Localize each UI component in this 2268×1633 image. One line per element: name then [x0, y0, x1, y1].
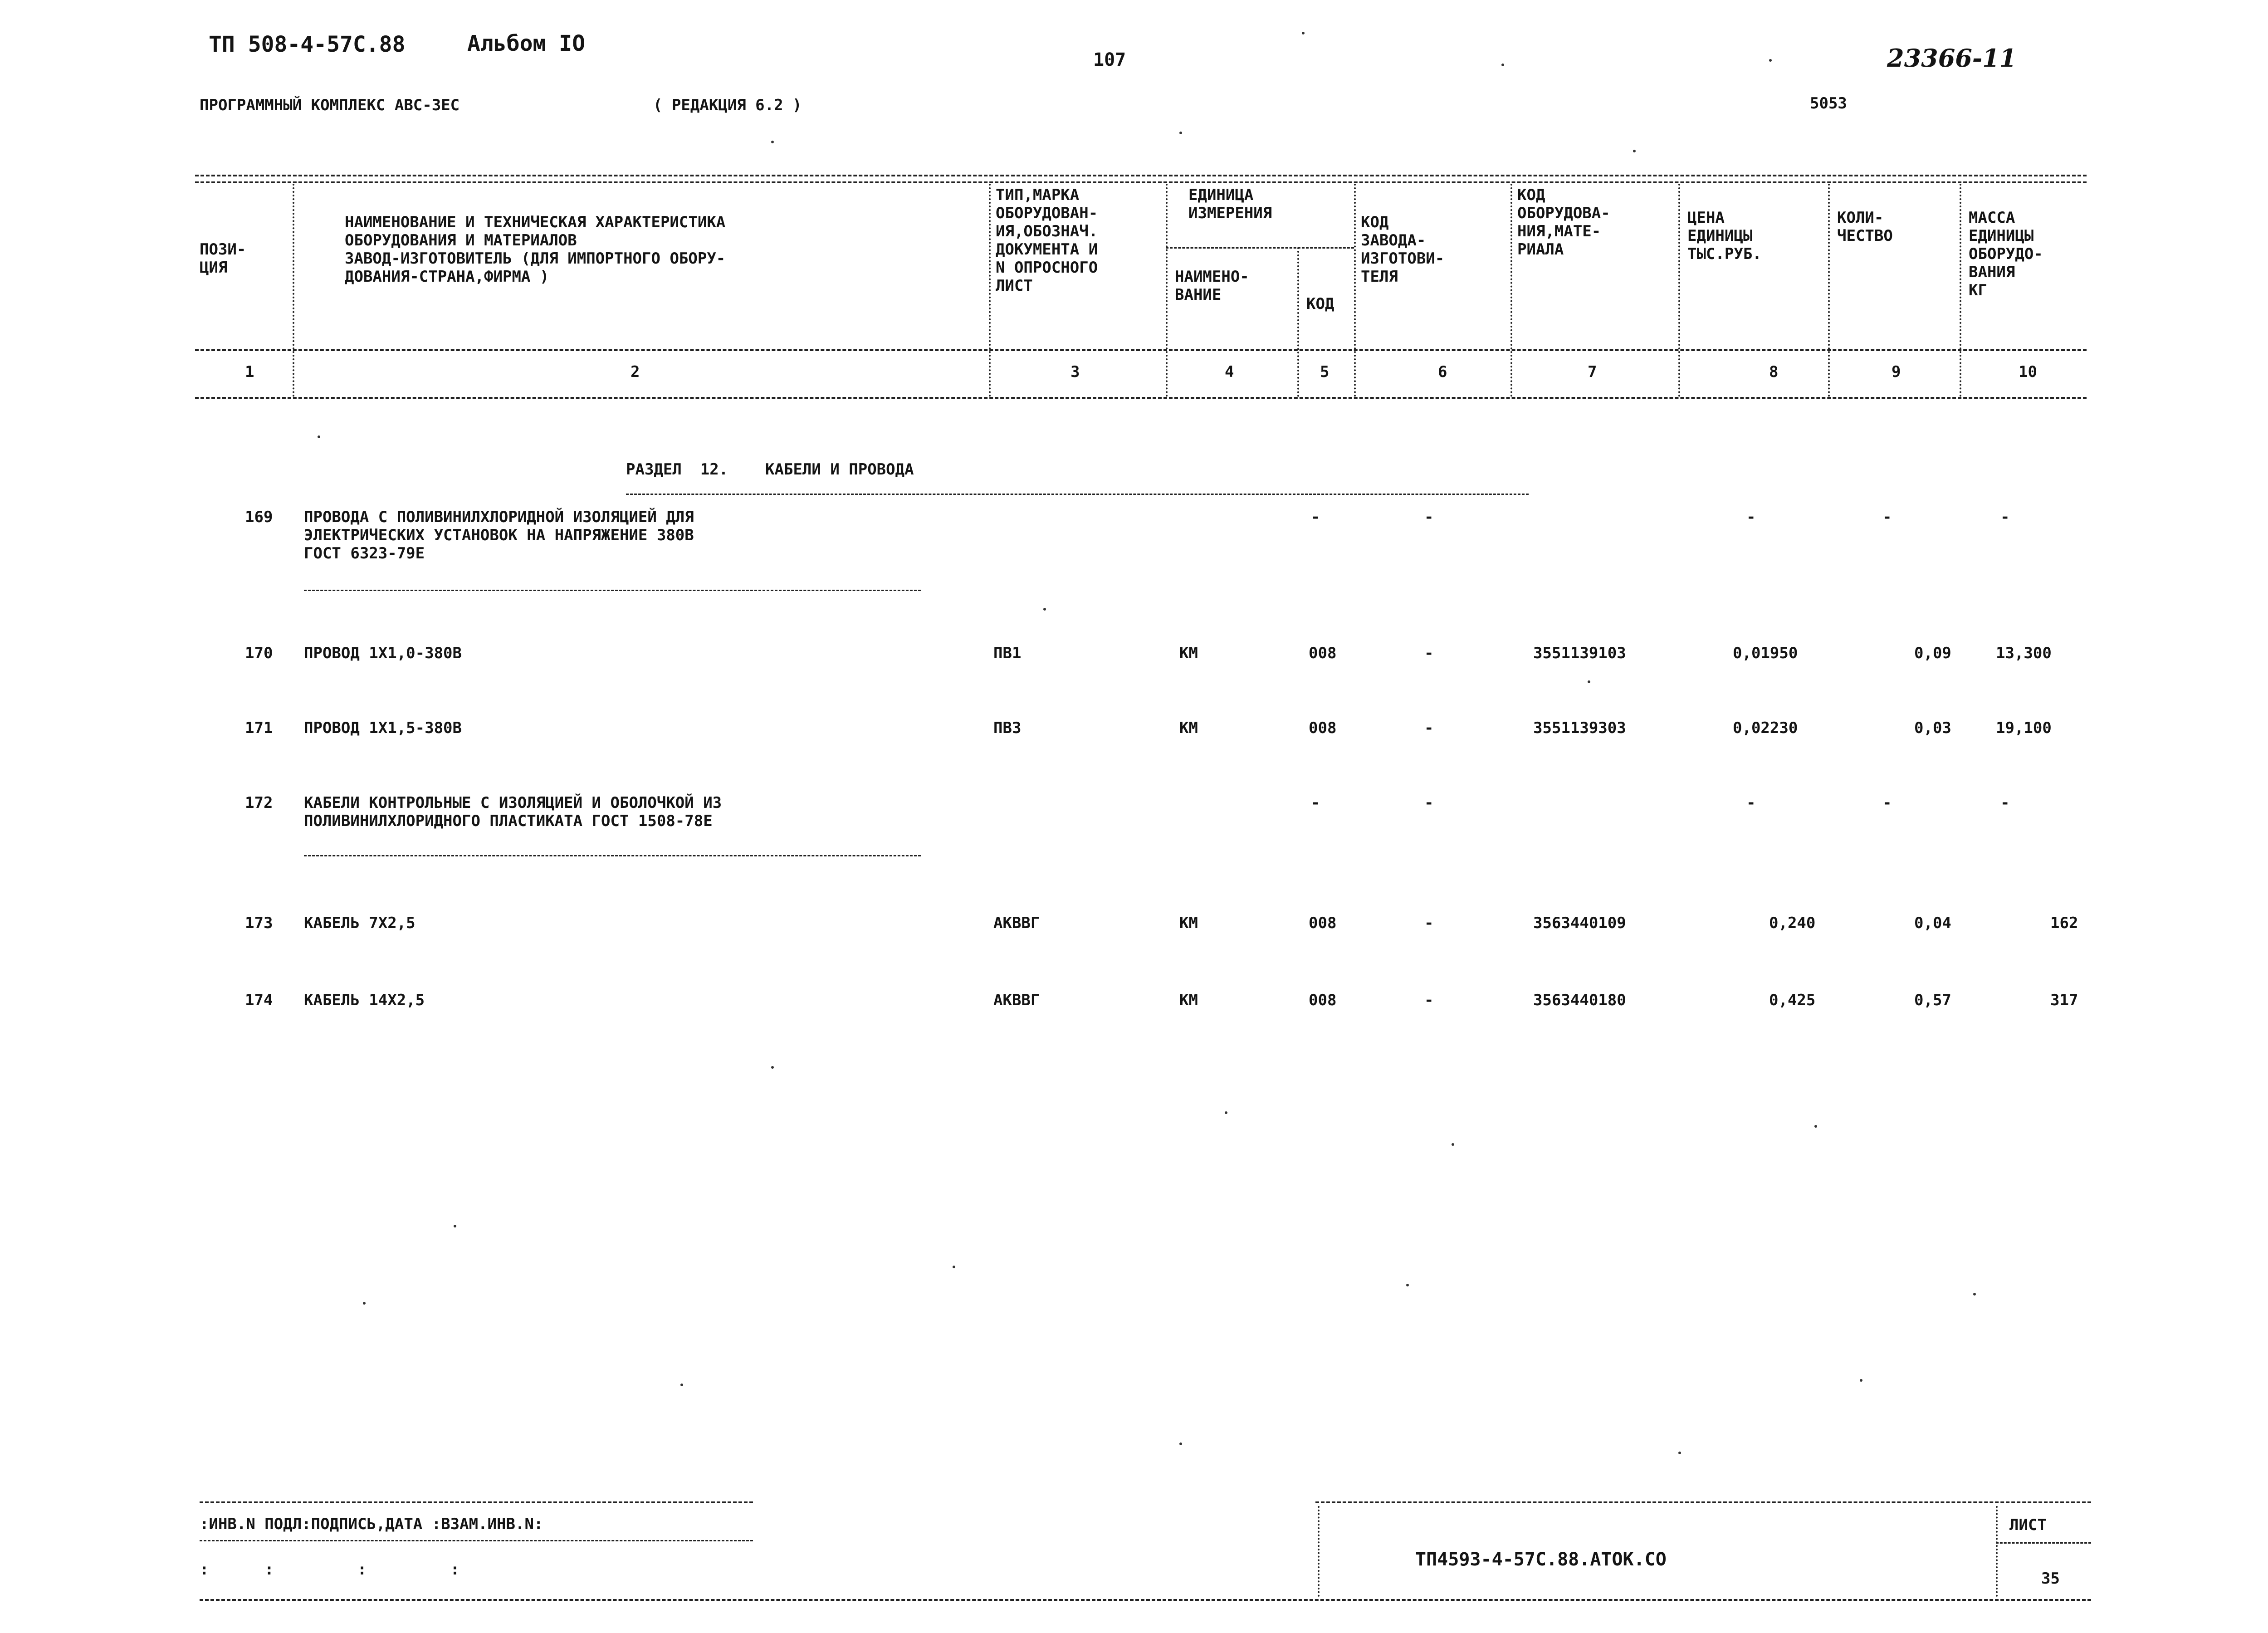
footer-right-left-border: [1318, 1506, 1320, 1597]
header-mid-rule: [195, 349, 2087, 351]
row-170-price: 0,01950: [1733, 644, 1798, 662]
scan-speck: [318, 435, 320, 438]
colnum-5: 5: [1320, 363, 1330, 381]
footer-bottom-rule: [200, 1599, 2091, 1601]
header-col4-title: ЕДИНИЦА ИЗМЕРЕНИЯ: [1188, 186, 1272, 222]
header-col6: КОД ЗАВОДА- ИЗГОТОВИ- ТЕЛЯ: [1361, 213, 1445, 286]
row-174-qty: 0,57: [1914, 991, 1951, 1009]
header-col1: ПОЗИ- ЦИЯ: [200, 240, 246, 277]
row-169-dash-2: -: [1746, 508, 1756, 526]
sheet-label: ЛИСТ: [2009, 1516, 2047, 1534]
row-171-pos: 171: [245, 719, 273, 737]
row-173-plant: -: [1424, 914, 1434, 932]
colnum-7: 7: [1588, 363, 1597, 381]
page-number: 107: [1093, 49, 1126, 70]
scan-speck: [1814, 1125, 1817, 1128]
row-169-plant: -: [1424, 508, 1434, 526]
scan-speck: [1452, 1143, 1454, 1146]
scan-speck: [363, 1302, 366, 1305]
footer-left-top-rule: [200, 1501, 753, 1503]
row-173-pos: 173: [245, 914, 273, 932]
row-174-unit: КМ: [1179, 991, 1198, 1009]
sheet-label-rule: [1996, 1542, 2091, 1544]
footer-left-mid-rule: [200, 1540, 753, 1541]
scan-speck: [1633, 150, 1636, 152]
row-171-mat: 3551139303: [1533, 719, 1626, 737]
scan-speck: [1678, 1452, 1681, 1454]
header-col10: МАССА ЕДИНИЦЫ ОБОРУДО- ВАНИЯ КГ: [1969, 209, 2043, 299]
col-sep-1: [293, 184, 294, 397]
row-174-plant: -: [1424, 991, 1434, 1009]
row-170-qty: 0,09: [1914, 644, 1951, 662]
header-top-rule: [195, 175, 2087, 176]
colnum-6: 6: [1438, 363, 1447, 381]
row-172-dash-1: -: [1311, 794, 1320, 812]
row-171-plant: -: [1424, 719, 1434, 737]
scan-speck: [1179, 132, 1182, 134]
row-171-type: ПВ3: [993, 719, 1022, 737]
scan-speck: [1225, 1111, 1227, 1114]
footer-right-top-rule: [1315, 1501, 2091, 1503]
colnum-10: 10: [2019, 363, 2037, 381]
scan-speck: [1406, 1284, 1409, 1286]
header-top-rule-2: [195, 181, 2087, 183]
handwritten-stamp: 23366-11: [1887, 44, 2017, 73]
row-173-mass: 162: [2050, 914, 2078, 932]
header-bottom-rule: [195, 397, 2087, 399]
row-171-unit: КМ: [1179, 719, 1198, 737]
scan-speck: [1179, 1442, 1182, 1445]
row-171-mass: 19,100: [1996, 719, 2052, 737]
row-172-dash-3: -: [1882, 794, 1892, 812]
row-172-underline: [304, 855, 921, 856]
row-169-name: ПРОВОДА С ПОЛИВИНИЛХЛОРИДНОЙ ИЗОЛЯЦИЕЙ ДЛЯ ЭЛЕКТРИЧЕСКИХ УСТАНОВОК НА НАПРЯЖЕНИЕ 380В ГОСТ 6323-79Е: [304, 508, 694, 562]
row-173-qty: 0,04: [1914, 914, 1951, 932]
header-col2: НАИМЕНОВАНИЕ И ТЕХНИЧЕСКАЯ ХАРАКТЕРИСТИКА ОБОРУДОВАНИЯ И МАТЕРИАЛОВ ЗАВОД-ИЗГОТОВИТЕЛЬ (ДЛЯ ИМПОРТНОГО ОБОРУ- ДОВАНИЯ-СТРАНА,ФИРМА ): [345, 213, 726, 286]
scan-speck: [1860, 1379, 1862, 1382]
section-title: РАЗДЕЛ 12. КАБЕЛИ И ПРОВОДА: [626, 460, 914, 479]
unit-subrule: [1166, 247, 1354, 249]
scan-speck: [1302, 32, 1305, 34]
row-170-mass: 13,300: [1996, 644, 2052, 662]
row-172-pos: 172: [245, 794, 273, 812]
header-col8: ЦЕНА ЕДИНИЦЫ ТЫС.РУБ.: [1687, 209, 1762, 263]
row-173-type: АКВВГ: [993, 914, 1040, 932]
row-174-pos: 174: [245, 991, 273, 1009]
row-172-name: КАБЕЛИ КОНТРОЛЬНЫЕ С ИЗОЛЯЦИЕЙ И ОБОЛОЧКОЙ ИЗ ПОЛИВИНИЛХЛОРИДНОГО ПЛАСТИКАТА ГОСТ 1508-78Е: [304, 794, 722, 830]
footer-sheet-border: [1996, 1506, 1998, 1597]
footer-stamp-header: :ИНВ.N ПОДЛ:ПОДПИСЬ,ДАТА :ВЗАМ.ИНВ.N:: [200, 1515, 543, 1533]
scan-speck: [1769, 59, 1772, 62]
document-code: ТП4593-4-57С.88.АТОК.СО: [1415, 1549, 1667, 1570]
row-170-type: ПВ1: [993, 644, 1022, 662]
series-title: ТП 508-4-57С.88: [209, 32, 406, 57]
header-col7: КОД ОБОРУДОВА- НИЯ,МАТЕ- РИАЛА: [1517, 186, 1610, 259]
sheet-number: 35: [2041, 1569, 2060, 1588]
row-169-underline: [304, 590, 921, 591]
row-171-price: 0,02230: [1733, 719, 1798, 737]
album-title: Альбом IO: [467, 31, 586, 56]
row-172-dash-2: -: [1746, 794, 1756, 812]
col-sep-7: [1678, 184, 1680, 397]
scan-speck: [953, 1266, 955, 1268]
program-edition: ( РЕДАКЦИЯ 6.2 ): [653, 96, 802, 114]
scan-speck: [1501, 64, 1504, 66]
row-170-mat: 3551139103: [1533, 644, 1626, 662]
footer-stamp-cells: : : : :: [200, 1560, 460, 1579]
row-169-pos: 169: [245, 508, 273, 526]
col-sep-2: [989, 184, 991, 397]
scan-speck: [680, 1384, 683, 1386]
col-sep-9: [1960, 184, 1961, 397]
col-sep-8: [1828, 184, 1830, 397]
row-172-dash-4: -: [2000, 794, 2010, 812]
row-169-dash-3: -: [1882, 508, 1892, 526]
row-173-unit: КМ: [1179, 914, 1198, 932]
row-171-qty: 0,03: [1914, 719, 1951, 737]
header-col5: КОД: [1306, 295, 1334, 313]
scan-speck: [1043, 608, 1046, 611]
row-170-unit: КМ: [1179, 644, 1198, 662]
scan-speck: [1973, 1293, 1976, 1296]
row-169-dash-4: -: [2000, 508, 2010, 526]
colnum-9: 9: [1892, 363, 1901, 381]
col-sep-5: [1354, 184, 1356, 397]
row-174-price: 0,425: [1769, 991, 1816, 1009]
row-173-code: 008: [1309, 914, 1337, 932]
row-170-code: 008: [1309, 644, 1337, 662]
row-174-mass: 317: [2050, 991, 2078, 1009]
row-171-name: ПРОВОД 1Х1,5-380В: [304, 719, 462, 737]
scan-speck: [771, 141, 774, 143]
header-col9: КОЛИ- ЧЕСТВО: [1837, 209, 1893, 245]
colnum-1: 1: [245, 363, 254, 381]
row-170-name: ПРОВОД 1Х1,0-380В: [304, 644, 462, 662]
colnum-3: 3: [1070, 363, 1080, 381]
row-173-mat: 3563440109: [1533, 914, 1626, 932]
colnum-4: 4: [1225, 363, 1234, 381]
scan-speck: [454, 1225, 456, 1227]
row-170-plant: -: [1424, 644, 1434, 662]
sheet-code: 5053: [1810, 94, 1847, 112]
row-173-name: КАБЕЛЬ 7Х2,5: [304, 914, 415, 932]
col-sep-4: [1297, 247, 1299, 397]
row-174-type: АКВВГ: [993, 991, 1040, 1009]
scan-speck: [1588, 680, 1590, 683]
colnum-8: 8: [1769, 363, 1779, 381]
colnum-2: 2: [631, 363, 640, 381]
row-170-pos: 170: [245, 644, 273, 662]
col-sep-6: [1510, 184, 1512, 397]
col-sep-3: [1166, 184, 1168, 397]
header-col3: ТИП,МАРКА ОБОРУДОВАН- ИЯ,ОБОЗНАЧ. ДОКУМЕНТА И N ОПРОСНОГО ЛИСТ: [996, 186, 1098, 295]
row-174-name: КАБЕЛЬ 14Х2,5: [304, 991, 425, 1009]
row-169-dash-1: -: [1311, 508, 1320, 526]
program-name: ПРОГРАММНЫЙ КОМПЛЕКС АВС-ЗЕС: [200, 96, 460, 114]
row-172-plant: -: [1424, 794, 1434, 812]
scan-speck: [771, 1066, 774, 1069]
row-174-mat: 3563440180: [1533, 991, 1626, 1009]
section-underline: [626, 494, 1529, 495]
header-col4: НАИМЕНО- ВАНИЕ: [1175, 268, 1249, 304]
row-173-price: 0,240: [1769, 914, 1816, 932]
row-174-code: 008: [1309, 991, 1337, 1009]
row-171-code: 008: [1309, 719, 1337, 737]
